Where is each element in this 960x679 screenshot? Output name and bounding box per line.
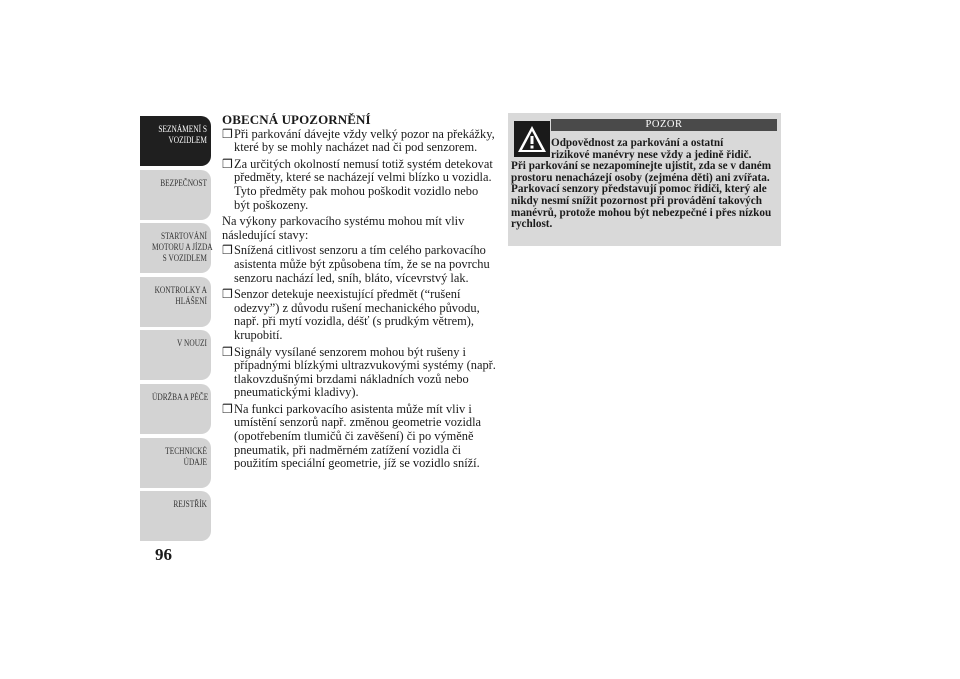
bullet-item: [222, 346, 497, 400]
bullet-item: [222, 288, 497, 342]
bullet-text: Signály vysílané senzorem mohou být rušeny i případnými blízkými ultrazvukovými systémy (např. tlakovzdušnými brzdami nákladních vozů nebo pneumatickými kladivy).: [234, 344, 496, 400]
chapter-tab[interactable]: [140, 116, 211, 166]
chapter-tab-label: ÚDRŽBA A PÉČE: [152, 391, 209, 402]
chapter-tab[interactable]: [140, 491, 211, 541]
warning-line-2: rizikové manévry nese vždy a jedině řidič.: [551, 148, 752, 161]
chapter-tab-label: V NOUZI: [176, 338, 207, 349]
bullet-text: Na funkci parkovacího asistenta může mít vliv i umístění senzorů např. změnou geometrie vozidla (opotřebením tlumičů či zavěšení) či po výměně pneumatik, při nadměrném zatížení vozidla či použitím speciální geometrie, jíž se vozidlo sníží.: [234, 401, 482, 471]
chapter-tab-label: SEZNÁMENÍ S: [158, 124, 207, 134]
bullet-item: [222, 128, 497, 155]
checkbox-bullet-icon: ❒: [222, 126, 233, 141]
chapter-tab[interactable]: [140, 330, 211, 380]
chapter-tab-label: TECHNICKÉ: [165, 445, 207, 456]
checkbox-bullet-icon: ❒: [222, 287, 233, 302]
warning-text: [511, 138, 776, 231]
bullet-list-1: [222, 128, 497, 213]
chapter-tab-label: ÚDAJE: [183, 456, 207, 467]
intro-paragraph: Na výkony parkovacího systému mohou mít vliv následující stavy:: [222, 214, 465, 242]
bullet-item: [222, 403, 497, 471]
chapter-tab-label: KONTROLKY A: [154, 284, 207, 295]
warning-title: POZOR: [551, 119, 777, 131]
chapter-tab[interactable]: [140, 438, 211, 488]
bullet-item: [222, 244, 497, 285]
chapter-tabs: [140, 116, 211, 545]
chapter-tab-label: HLÁŠENÍ: [175, 295, 207, 306]
checkbox-bullet-icon: ❒: [222, 344, 233, 359]
chapter-tab[interactable]: [140, 170, 211, 220]
chapter-tab-label: BEZPEČNOST: [160, 177, 207, 188]
checkbox-bullet-icon: ❒: [222, 156, 233, 171]
chapter-tab-label: REJSTŘÍK: [173, 499, 207, 510]
chapter-tab[interactable]: [140, 277, 211, 327]
chapter-tab-label: VOZIDLEM: [168, 135, 207, 145]
warning-line-1: Odpovědnost za parkování a ostatní: [551, 137, 724, 149]
chapter-tab-label: MOTORU A JÍZDA: [152, 242, 213, 253]
chapter-tab[interactable]: [140, 223, 211, 273]
section-heading: OBECNÁ UPOZORNĚNÍ: [222, 112, 371, 127]
chapter-tab[interactable]: [140, 384, 211, 434]
checkbox-bullet-icon: ❒: [222, 401, 233, 416]
warning-box: [508, 113, 781, 246]
chapter-tab-label: S VOZIDLEM: [162, 253, 207, 264]
bullet-text: Za určitých okolností nemusí totiž systém detekovat předměty, které se nacházejí velmi blízko u vozidla. Tyto předměty pak mohou poškodit vozidlo nebo být poškozeny.: [234, 156, 493, 212]
bullet-text: Senzor detekuje neexistující předmět (“rušení odezvy”) z důvodu rušení mechanického původu, např. při mytí vozidla, déšť (s prudkým větrem), krupobití.: [234, 287, 480, 342]
bullet-list-2: [222, 244, 497, 471]
general-warnings-section: [222, 113, 497, 474]
warning-body: Při parkování se nezapomínejte ujistit, zda se v daném prostoru nenacházejí osoby (zejména děti) ani zvířata. Parkovací senzory představují pomoc řidiči, který ale nikdy nesmí snížit pozornost při provádění takových manévrů, protože mohou být nebezpečné i přes nízkou rychlost.: [511, 160, 772, 231]
bullet-text: Snížená citlivost senzoru a tím celého parkovacího asistenta může být způsobena tím, že se na povrchu senzoru nachází led, sníh, bláto, vícevrstvý lak.: [234, 243, 490, 285]
chapter-tab-label: STARTOVÁNÍ: [161, 231, 207, 242]
bullet-item: [222, 158, 497, 212]
checkbox-bullet-icon: ❒: [222, 243, 233, 258]
page-number: 96: [155, 545, 172, 564]
bullet-text: Při parkování dávejte vždy velký pozor na překážky, které by se mohly nacházet nad či pod senzorem.: [234, 126, 495, 155]
